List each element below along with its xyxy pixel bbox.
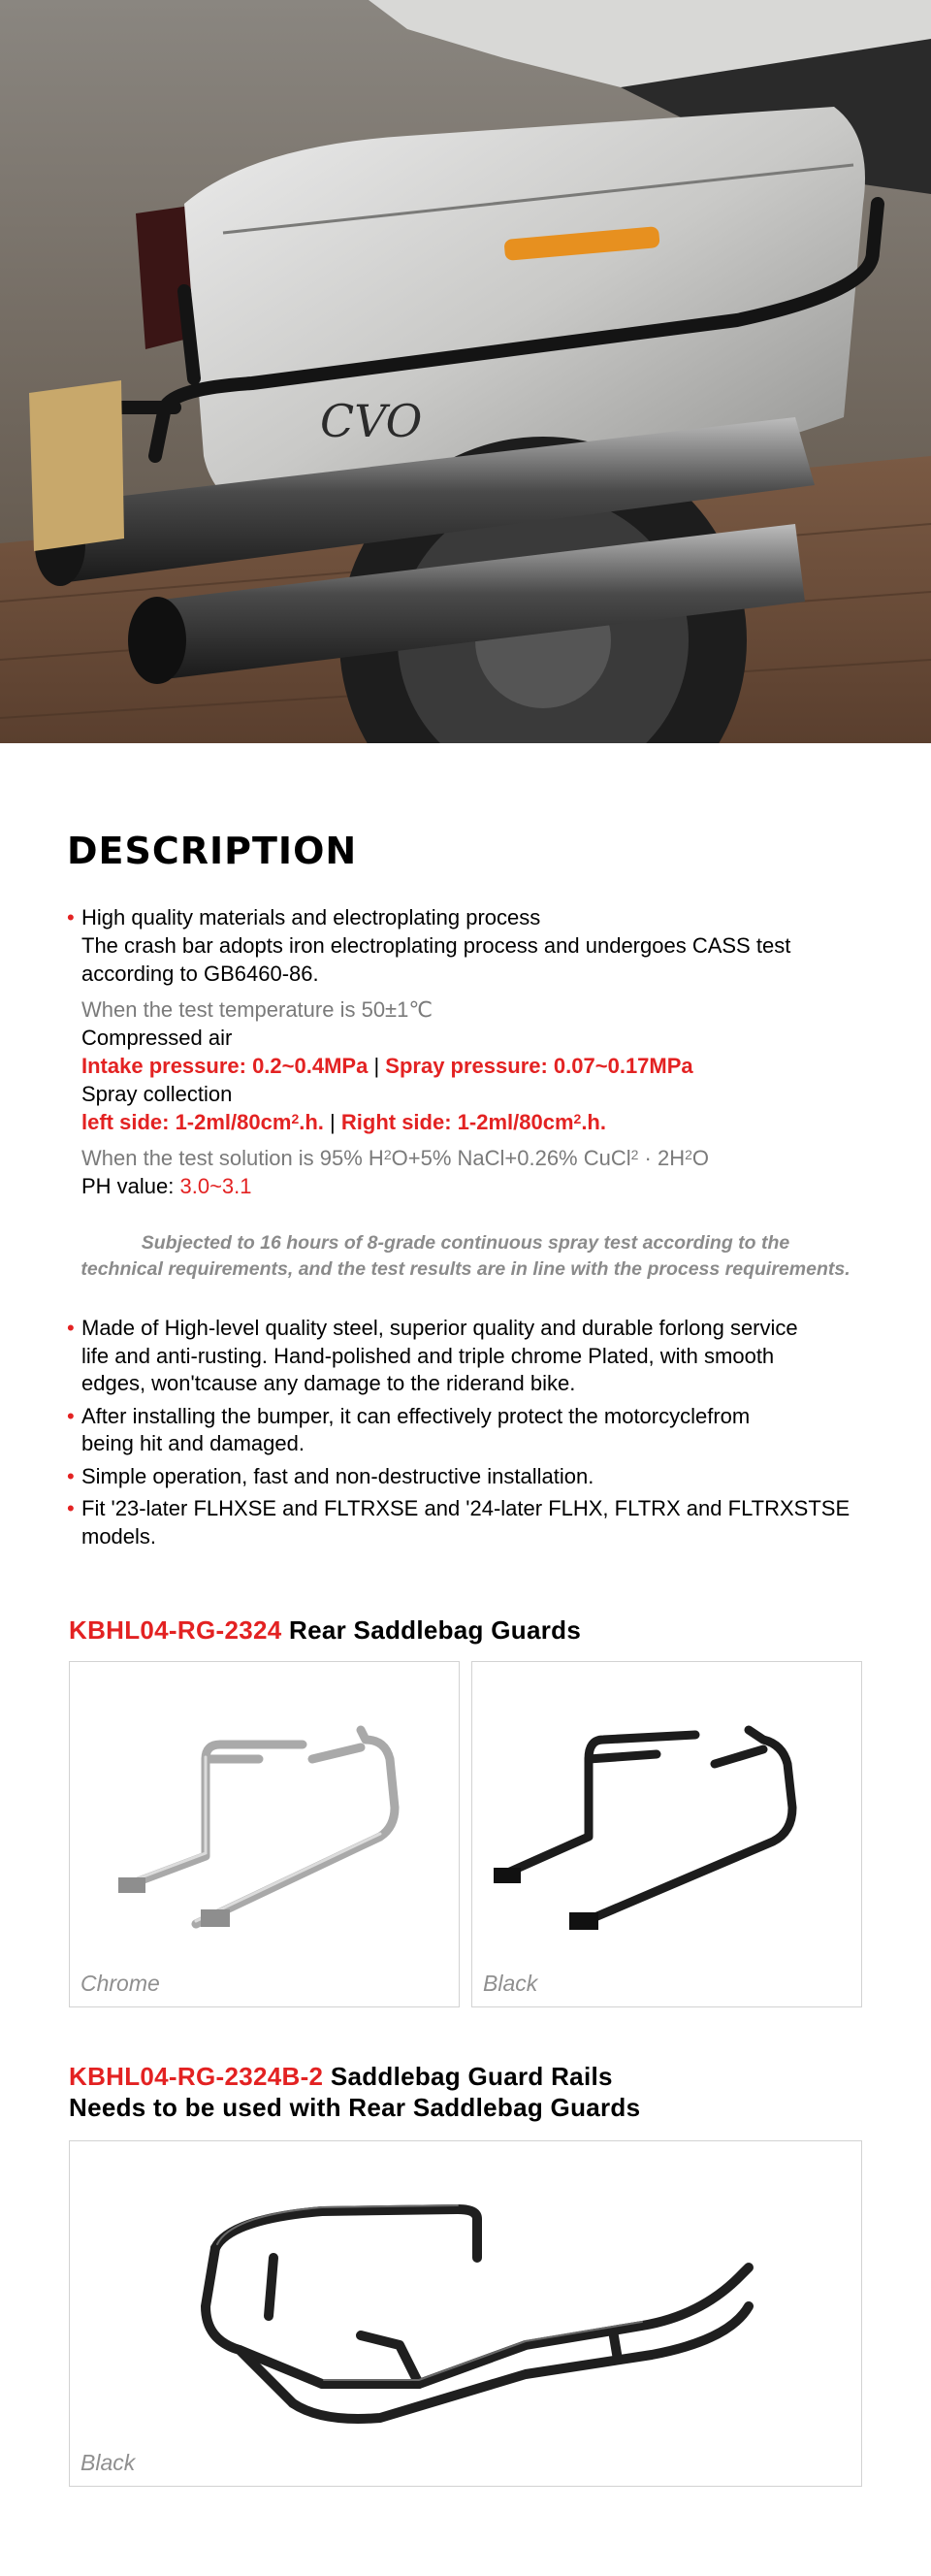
- product-card-rails[interactable]: [69, 2140, 862, 2487]
- ph-line: [67, 1172, 872, 1200]
- test-temperature: When the test temperature is 50±1℃: [81, 997, 433, 1022]
- hero-photo: [0, 0, 931, 743]
- bullet-icon: •: [67, 905, 75, 929]
- product-title: [69, 2061, 640, 2123]
- spray-pressure: Spray pressure: 0.07~0.17MPa: [385, 1054, 693, 1078]
- bullet-icon: •: [67, 1403, 75, 1428]
- bullet-icon: •: [67, 1463, 75, 1488]
- feature-body-1: The crash bar adopts iron electroplating process and undergoes CASS test: [81, 933, 791, 958]
- collection-line: left side: $1-2ml/80cm^2.h$. | Right side: $1-2ml/80cm^2.h$.: [81, 1110, 606, 1134]
- list-item: • Fit '23-later FLHXSE and FLTRXSE and '24-later FLHX, FLTRX and FLTRXSTSE models.: [67, 1496, 851, 1549]
- spray-test-note: [58, 1230, 873, 1283]
- feature-materials: [67, 903, 872, 1200]
- product-name: Rear Saddlebag Guards: [281, 1615, 582, 1645]
- left-side-rate: left side: $1-2ml/80cm^2.h$.: [81, 1110, 324, 1134]
- cvo-logo: CVO: [320, 395, 423, 447]
- compressed-air-label: Compressed air: [81, 1026, 233, 1050]
- feature-body-2: according to GB6460-86.: [81, 962, 319, 986]
- feature-list: [67, 1315, 901, 1550]
- variant-caption: Black: [483, 1971, 538, 1996]
- description-heading: DESCRIPTION: [67, 830, 358, 872]
- product-code: KBHL04-RG-2324: [69, 1615, 282, 1645]
- bullet-icon: •: [67, 1316, 75, 1340]
- note-line: technical requirements, and the test results are in line with the process requirements.: [80, 1258, 851, 1280]
- product-code: KBHL04-RG-2324B-2: [69, 2062, 324, 2091]
- list-item: • Simple operation, fast and non-destructive installation.: [67, 1463, 901, 1491]
- product-title: [69, 1614, 581, 1646]
- note-line: Subjected to 16 hours of 8-grade continuous spray test according to the: [141, 1232, 790, 1254]
- right-side-rate: Right side: $1-2ml/80cm^2.h$.: [340, 1110, 606, 1134]
- feature-title: High quality materials and electroplating process: [81, 905, 541, 929]
- product-card-chrome[interactable]: [69, 1661, 460, 2007]
- spray-collection-label: Spray collection: [81, 1082, 233, 1106]
- variant-caption: Black: [80, 2450, 136, 2475]
- test-solution: When the test solution is 95% $H^2O+5\%$ NaCl+0.26% CuCl$^2$ · $2H^2O$: [81, 1146, 710, 1170]
- product-name: Saddlebag Guard Rails: [323, 2062, 613, 2091]
- ph-value: 3.0~3.1: [179, 1174, 252, 1198]
- product-card-black[interactable]: [471, 1661, 862, 2007]
- divider: |: [373, 1054, 380, 1078]
- list-item: • Made of High-level quality steel, superior quality and durable forlong service life and anti-rusting. Hand-polished and triple chrome Plated, with smooth edges, won'tcause any damage to the riderand bike.: [67, 1316, 798, 1395]
- list-item: • After installing the bumper, it can effectively protect the motorcyclefrom being hit and damaged.: [67, 1403, 751, 1455]
- ph-label: PH value:: [81, 1174, 180, 1198]
- bullet-icon: •: [67, 1496, 75, 1520]
- variant-caption: Chrome: [80, 1971, 160, 1996]
- product-subtitle: Needs to be used with Rear Saddlebag Guards: [69, 2093, 641, 2122]
- pressure-line: [67, 1052, 872, 1080]
- intake-pressure: Intake pressure: 0.2~0.4MPa: [81, 1054, 369, 1078]
